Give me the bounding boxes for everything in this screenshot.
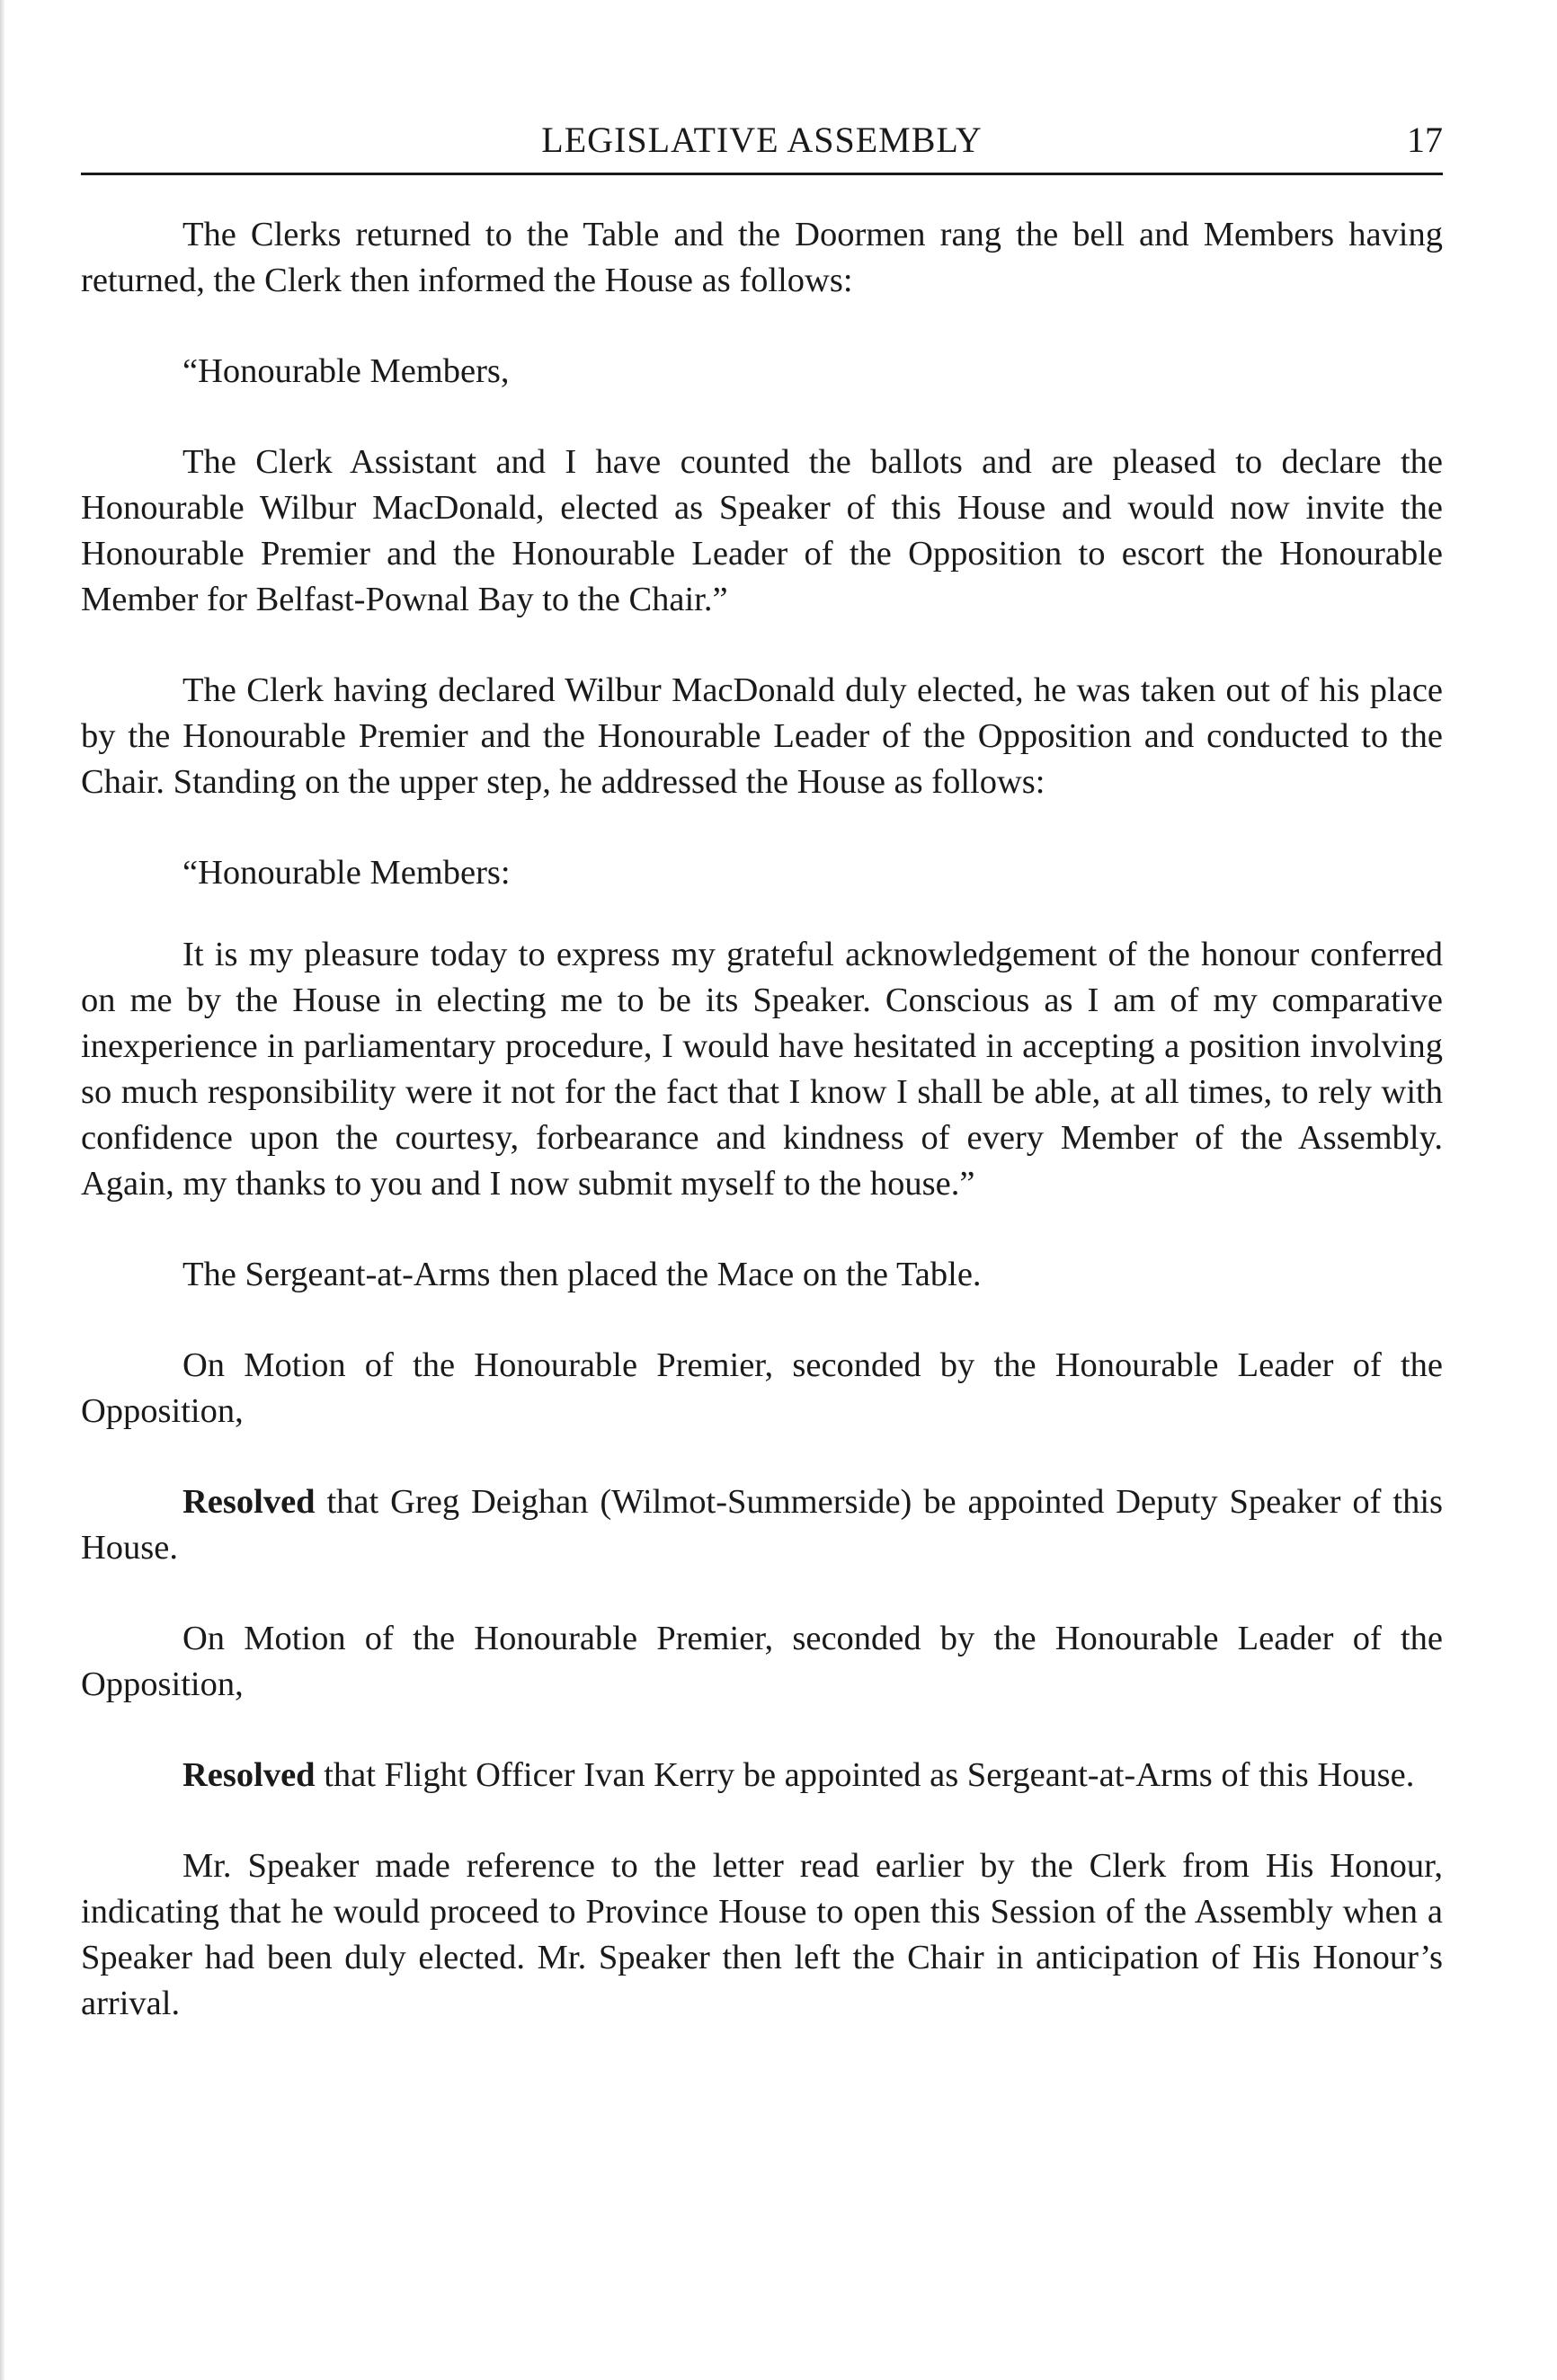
paragraph-motion-2: On Motion of the Honourable Premier, seconded by the Honourable Leader of the Opposition,	[81, 1620, 1443, 1703]
resolved-label: Resolved	[182, 1483, 316, 1521]
paragraph-mace-placed: The Sergeant-at-Arms then placed the Mace on the Table.	[182, 1256, 982, 1293]
resolution-text: that Greg Deighan (Wilmot-Summerside) be appointed Deputy Speaker of this House.	[81, 1483, 1443, 1567]
resolved-label: Resolved	[182, 1756, 316, 1794]
paragraph-salutation-1: “Honourable Members,	[182, 352, 510, 390]
paragraph-speaker-address: It is my pleasure today to express my grateful acknowledgement of the honour conferred on me by the House in electing me to be its Speaker. Conscious as I am of my comparative inexperience in parliamentary procedure, I would have hesitated in accepting a position involving so much responsibility were it not for the fact that I know I shall be able, at all times, to rely with confidence upon the courtesy, forbearance and kindness of every Member of the Assembly. Again, my thanks to you and I now submit myself to the house.”	[81, 936, 1443, 1203]
resolution-text: that Flight Officer Ivan Kerry be appointed as Sergeant-at-Arms of this House.	[315, 1756, 1415, 1794]
paragraph-salutation-2: “Honourable Members:	[182, 854, 511, 892]
running-title: LEGISLATIVE ASSEMBLY	[541, 120, 983, 160]
paragraph-speaker-conducted: The Clerk having declared Wilbur MacDonald duly elected, he was taken out of his place by the Honourable Premier and the Honourable Leader of the Opposition and conducted to the Chair. Standing on the upper step, he addressed the House as follows:	[81, 671, 1443, 801]
page-header	[81, 115, 1443, 175]
paragraph-motion-1: On Motion of the Honourable Premier, seconded by the Honourable Leader of the Opposition,	[81, 1346, 1443, 1430]
page-edge-shadow	[0, 0, 5, 2380]
page-number: 17	[1407, 120, 1443, 160]
paragraph-ballot-declaration: The Clerk Assistant and I have counted the ballots and are pleased to declare the Honourable Wilbur MacDonald, elected as Speaker of this House and would now invite the Honourable Premier and the Honourable Leader of the Opposition to escort the Honourable Member for Belfast-Pownal Bay to the Chair.”	[81, 443, 1443, 618]
paragraph-resolution-deputy-speaker	[81, 1479, 1443, 1571]
paragraph-resolution-sergeant-at-arms	[81, 1753, 1443, 1798]
paragraph-speaker-left-chair: Mr. Speaker made reference to the letter read earlier by the Clerk from His Honour, indicating that he would proceed to Province House to open this Session of the Assembly when a Speaker had been duly elected. Mr. Speaker then left the Chair in anticipation of His Honour’s arrival.	[81, 1847, 1443, 2022]
paragraph-clerks-returned: The Clerks returned to the Table and the Doormen rang the bell and Members having returned, the Clerk then informed the House as follows:	[81, 216, 1443, 299]
journal-body	[81, 212, 1443, 2072]
